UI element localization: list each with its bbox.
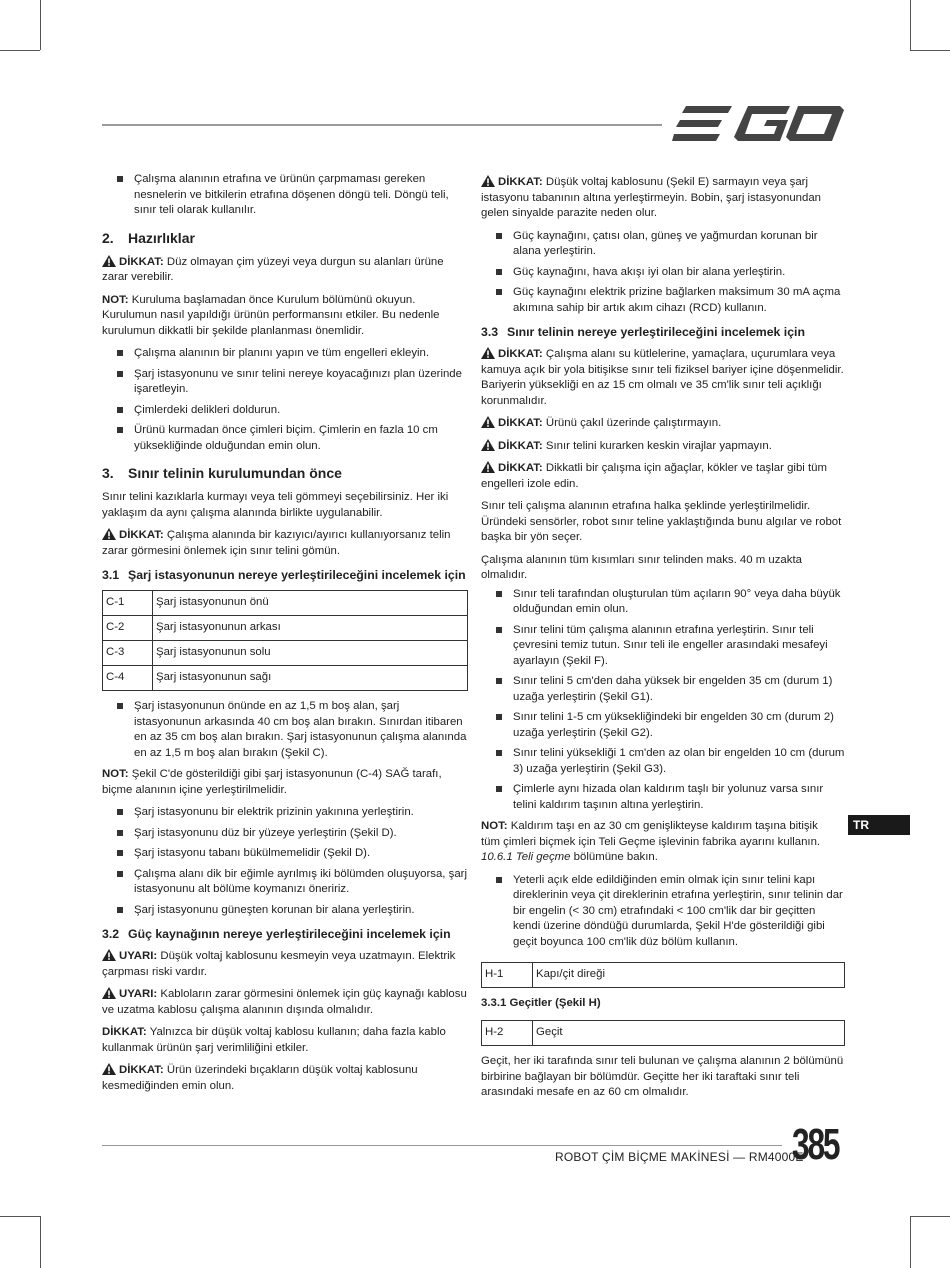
legend-table — [481, 1020, 845, 1046]
warning-paragraph: UYARI: Kabloların zarar görmesini önlemek için güç kaynağı kablosu ve uzatma kablosu çalışma alanının dışında olmalıdır. — [102, 988, 467, 1016]
caution-paragraph: DİKKAT: Ürünü çakıl üzerinde çalıştırmayın. — [481, 416, 845, 432]
footer-rule — [102, 1145, 782, 1146]
list-item: Güç kaynağını, çatısı olan, güneş ve yağmurdan korunan bir alana yerleştirin. — [481, 229, 845, 260]
header-rule — [102, 124, 662, 126]
paragraph: Sınır teli çalışma alanının etrafına halka şeklinde yerleştirilmelidir. Üründeki sensörler, robot sınır teline yaklaştığında bunu algılar ve robot başka bir yön seçer. — [481, 500, 842, 543]
list-item: Şarj istasyonu tabanı bükülmemelidir (Şekil D). — [102, 846, 468, 862]
footer-title: ROBOT ÇİM BİÇME MAKİNESİ — RM4000E — [555, 1150, 804, 1164]
list-item: Şarj istasyonunun önünde en az 1,5 m boş alan, şarj istasyonunun arkasında 40 cm boş alan bırakın. Sınırdan itibaren en az 35 cm boş alan bırakın. Şarj istasyonunun çalışma alanında en az 1,5 m boş alan bırakın (Şekil C). — [102, 699, 468, 761]
note-paragraph: NOT: Kaldırım taşı en az 30 cm genişlikteyse kaldırım taşına bitişik tüm çimleri biçmek için Teli Geçme işlevinin fabrika ayarını kullanın. 10.6.1 Teli geçme bölümüne bakın. — [481, 820, 821, 863]
list-item: Şarj istasyonunu bir elektrik prizinin yakınına yerleştirin. — [102, 805, 468, 821]
list-item: Sınır telini tüm çalışma alanının etrafına yerleştirin. Sınır teli çevresini temiz tutun. Sınır teli ile engeller arasındaki mesafeyi ayarlayın (Şekil F). — [481, 623, 845, 670]
table-row: H-2 Geçit — [482, 1021, 845, 1046]
crop-mark — [40, 0, 41, 50]
legend-table — [481, 962, 845, 988]
right-column — [481, 175, 845, 1108]
paragraph: Sınır telini kazıklarla kurmayı veya teli gömmeyi seçebilirsiniz. Her iki yaklaşım da aynı çalışma alanında birlikte uygulanabilir. — [102, 491, 449, 519]
bullet-list — [102, 172, 468, 219]
caution-paragraph: DİKKAT: Yalnızca bir düşük voltaj kablosu kullanın; daha fazla kablo kullanmak ürünün şarj verimliliğini etkiler. — [102, 1026, 446, 1054]
list-item: Yeterli açık elde edildiğinden emin olmak için sınır telini kapı direklerinin veya çit direklerinin etrafına yerleştirin, sınır telinin dar bir engelin (< 30 cm) etrafındaki < 100 cm'lik dar bir geçitten kendi üzerine döndüğü durumlarda, Şekil H'de gösterildiği gibi geçit boyunca 100 cm'lik düz bölüm kullanın. — [481, 873, 845, 951]
list-item: Çimlerdeki delikleri doldurun. — [102, 403, 468, 419]
list-item: Çalışma alanının etrafına ve ürünün çarpmaması gereken nesnelerin ve bitkilerin etrafına döşenen döngü teli. Döngü teli, sınır teli olarak kullanılır. — [102, 172, 468, 219]
table-row: C-3 Şarj istasyonunun solu — [103, 641, 468, 666]
bullet-list — [481, 873, 845, 951]
warning-icon — [481, 175, 495, 187]
page-number: 385 — [792, 1120, 839, 1169]
list-item: Çimlerle aynı hizada olan kaldırım taşlı bir yolunuz varsa sınır telini kaldırım taşının altına yerleştirin. — [481, 782, 845, 813]
caution-paragraph: DİKKAT: Ürün üzerindeki bıçakların düşük voltaj kablosunu kesmediğinden emin olun. — [102, 1064, 418, 1092]
warning-icon — [481, 439, 495, 451]
list-item: Çalışma alanı dik bir eğimle ayrılmış iki bölümden oluşuyorsa, şarj istasyonunu alt bölüme koymanızı öneririz. — [102, 867, 468, 898]
crop-mark — [0, 1216, 40, 1217]
caution-paragraph: DİKKAT: Çalışma alanı su kütlelerine, yamaçlara, uçurumlara veya kamuya açık bir yola bitişikse sınır teli fiziksel bariyer içine döşenmelidir. Bariyerin yüksekliği en az 15 cm olmalı ve 35 cm'lik sınır teli açıklığı korunmalıdır. — [481, 348, 844, 407]
note-paragraph: NOT: Kuruluma başlamadan önce Kurulum bölümünü okuyun. Kurulumun nasıl yapıldığı ürünün performansını etkiler. Bu nedenle kurulumun dikkatli bir şekilde planlanması önemlidir. — [102, 293, 440, 337]
warning-paragraph: UYARI: Düşük voltaj kablosunu kesmeyin veya uzatmayın. Elektrik çarpması riski vardır. — [102, 950, 456, 978]
warning-icon — [102, 949, 116, 961]
list-item: Sınır telini 1-5 cm yüksekliğindeki bir engelden 30 cm (durum 2) uzağa yerleştirin (Şekil G2). — [481, 710, 845, 741]
paragraph: Geçit, her iki tarafında sınır teli bulunan ve çalışma alanının 2 bölümünü birbirine bağlayan bir bölümdür. Geçitte her iki taraftaki sınır teli arasındaki mesafe en az 60 cm olmalıdır. — [481, 1055, 844, 1098]
caution-paragraph: DİKKAT: Düz olmayan çim yüzeyi veya durgun su alanları ürüne zarar verebilir. — [102, 255, 444, 283]
list-item: Çalışma alanının bir planını yapın ve tüm engelleri ekleyin. — [102, 346, 468, 362]
table-row: C-4 Şarj istasyonunun sağı — [103, 666, 468, 691]
warning-icon — [102, 528, 116, 540]
crop-mark — [910, 50, 950, 51]
crop-mark — [40, 1216, 41, 1268]
list-item: Şarj istasyonunu ve sınır telini nereye koyacağınızı plan üzerinde işaretleyin. — [102, 367, 468, 398]
crop-mark — [0, 50, 40, 51]
bullet-list — [102, 699, 468, 761]
crop-mark — [910, 1216, 950, 1217]
list-item: Sınır teli tarafından oluşturulan tüm açıların 90° veya daha büyük olduğundan emin olun. — [481, 587, 845, 618]
left-column — [102, 172, 468, 1101]
caution-paragraph: DİKKAT: Sınır telini kurarken keskin virajlar yapmayın. — [481, 439, 845, 455]
section-3-heading: 3. Sınır telinin kurulumundan önce — [102, 465, 342, 481]
table-row: H-1 Kapı/çit direği — [482, 963, 845, 988]
bullet-list — [102, 346, 468, 454]
section-3-1-heading: 3.1 Şarj istasyonunun nereye yerleştirileceğini incelemek için — [102, 568, 466, 582]
bullet-list — [481, 587, 845, 814]
table-row: C-1 Şarj istasyonunun önü — [103, 591, 468, 616]
list-item: Sınır telini 5 cm'den daha yüksek bir engelden 35 cm (durum 1) uzağa yerleştirin (Şekil G1). — [481, 674, 845, 705]
crop-mark — [910, 0, 911, 50]
caution-paragraph: DİKKAT: Çalışma alanında bir kazıyıcı/ayırıcı kullanıyorsanız telin zarar görmesini önlemek için sınır telini gömün. — [102, 529, 451, 557]
bullet-list — [481, 229, 845, 317]
caution-paragraph: DİKKAT: Dikkatli bir çalışma için ağaçlar, kökler ve taşlar gibi tüm engelleri izole edin. — [481, 462, 827, 490]
language-tab: TR — [848, 815, 910, 835]
section-3-2-heading: 3.2 Güç kaynağının nereye yerleştirileceğini incelemek için — [102, 927, 451, 941]
warning-icon — [481, 416, 495, 428]
list-item: Şarj istasyonunu düz bir yüzeye yerleştirin (Şekil D). — [102, 826, 468, 842]
subsection-heading: 3.3.1 Geçitler (Şekil H) — [481, 997, 601, 1009]
caution-paragraph: DİKKAT: Düşük voltaj kablosunu (Şekil E) sarmayın veya şarj istasyonu tabanının altına yerleştirmeyin. Bobin, şarj istasyonundan gelen sinyalde parazite neden olur. — [481, 176, 822, 219]
table-row: C-2 Şarj istasyonunun arkası — [103, 616, 468, 641]
list-item: Güç kaynağını, hava akışı iyi olan bir alana yerleştirin. — [481, 265, 845, 281]
list-item: Güç kaynağını elektrik prizine bağlarken maksimum 30 mA açma akımına sahip bir artık akım cihazı (RCD) kullanın. — [481, 285, 845, 316]
warning-icon — [481, 461, 495, 473]
bullet-list — [102, 805, 468, 918]
warning-icon — [481, 347, 495, 359]
warning-icon — [102, 255, 116, 267]
ego-logo — [672, 104, 844, 144]
section-2-heading: 2. Hazırlıklar — [102, 229, 195, 246]
list-item: Sınır telini yüksekliği 1 cm'den az olan bir engelden 10 cm (durum 3) uzağa yerleştirin (Şekil G3). — [481, 746, 845, 777]
warning-icon — [102, 987, 116, 999]
list-item: Ürünü kurmadan önce çimleri biçim. Çimlerin en fazla 10 cm yüksekliğinde olduğundan emin olun. — [102, 423, 468, 454]
section-3-3-heading: 3.3 Sınır telinin nereye yerleştirileceğini incelemek için — [481, 325, 805, 339]
paragraph: Çalışma alanının tüm kısımları sınır telinden maks. 40 m uzakta olmalıdır. — [481, 553, 802, 581]
list-item: Şarj istasyonunu güneşten korunan bir alana yerleştirin. — [102, 903, 468, 919]
crop-mark — [910, 1216, 911, 1268]
legend-table — [102, 590, 468, 691]
warning-icon — [102, 1063, 116, 1075]
note-paragraph: NOT: Şekil C'de gösterildiği gibi şarj istasyonunun (C-4) SAĞ tarafı, biçme alanının içine yerleştirilmelidir. — [102, 768, 442, 796]
